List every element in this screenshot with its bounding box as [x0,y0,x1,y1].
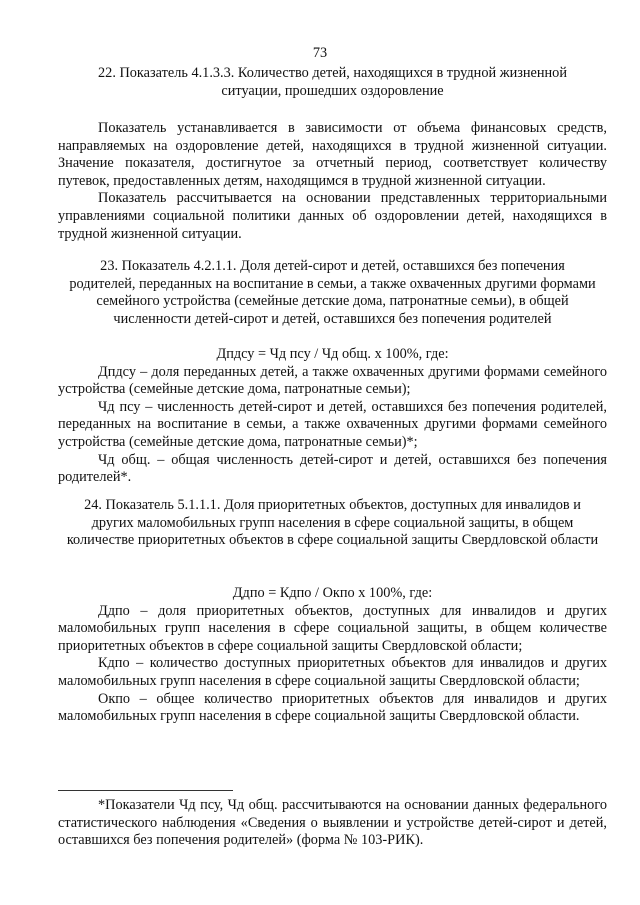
section-24-heading: 24. Показатель 5.1.1.1. Доля приоритетных объектов, доступных для инвалидов и других маломобильных групп населения в сфере социальной защиты, в общем количестве приоритетных объектов в сфере социальной защиты Свердловской области [66,497,599,549]
footnote-text: *Показатели Чд псу, Чд общ. рассчитываются на основании данных федерального статистического наблюдения «Сведения о выявлении и устройстве детей-сирот и детей, оставшихся без попечения родителей» (форма № 103-РИК). [58,797,607,849]
section-23-heading: 23. Показатель 4.2.1.1. Доля детей-сирот и детей, оставшихся без попечения родителей, переданных на воспитание в семьи, а также охваченных другими формами семейного устройства (семейные детские дома, патронатные семьи), в общей численности детей-сирот и детей, оставшихся без попечения родителей [69,258,596,327]
section-24-definition: Ддпо – доля приоритетных объектов, доступных для инвалидов и других маломобильных групп населения в сфере социальной защиты, в общем количестве приоритетных объектов в сфере социальной защиты Свердловской области; [58,602,607,654]
section-24-body [58,585,607,726]
section-22-paragraph: Показатель рассчитывается на основании представленных территориальными управлениями социальной политики данных об оздоровлении детей, находящихся в трудной жизненной ситуации. [58,190,607,242]
section-22-heading: 22. Показатель 4.1.3.3. Количество детей, находящихся в трудной жизненной ситуации, прошедших оздоровление [98,65,567,99]
section-24-definition: Окпо – общее количество приоритетных объектов для инвалидов и других маломобильных групп населения в сфере социальной защиты Свердловской области. [58,690,607,725]
section-22-paragraph: Показатель устанавливается в зависимости от объема финансовых средств, направляемых на оздоровление детей, находящихся в трудной жизненной ситуации. Значение показателя, достигнутое за отчетный период, соответствует количеству путевок, предоставленных детям, находящимся в трудной жизненной ситуации. [58,120,607,189]
section-23-definition: Дпдсу – доля переданных детей, а также охваченных другими формами семейного устройства (семейные детские дома, патронатные семьи); [58,363,607,398]
footnote [58,797,607,850]
section-23-body [58,346,607,487]
page-number: 73 [312,45,328,61]
section-23-formula: Дпдсу = Чд псу / Чд общ. х 100%, где: [216,346,449,362]
section-24-formula: Ддпо = Кдпо / Окпо х 100%, где: [232,585,433,601]
section-24-definition: Кдпо – количество доступных приоритетных объектов для инвалидов и других маломобильных групп населения в сфере социальной защиты Свердловской области; [58,655,607,689]
section-22-body [58,120,607,243]
footnote-divider [58,790,233,791]
section-23-definition: Чд общ. – общая численность детей-сирот и детей, оставшихся без попечения родителей*. [58,451,607,486]
section-23-definition: Чд псу – численность детей-сирот и детей, оставшихся без попечения родителей, переданных на воспитание в семьи, а также охваченных другими формами семейного устройства (семейные детские дома, патронатные семьи)*; [58,398,607,450]
